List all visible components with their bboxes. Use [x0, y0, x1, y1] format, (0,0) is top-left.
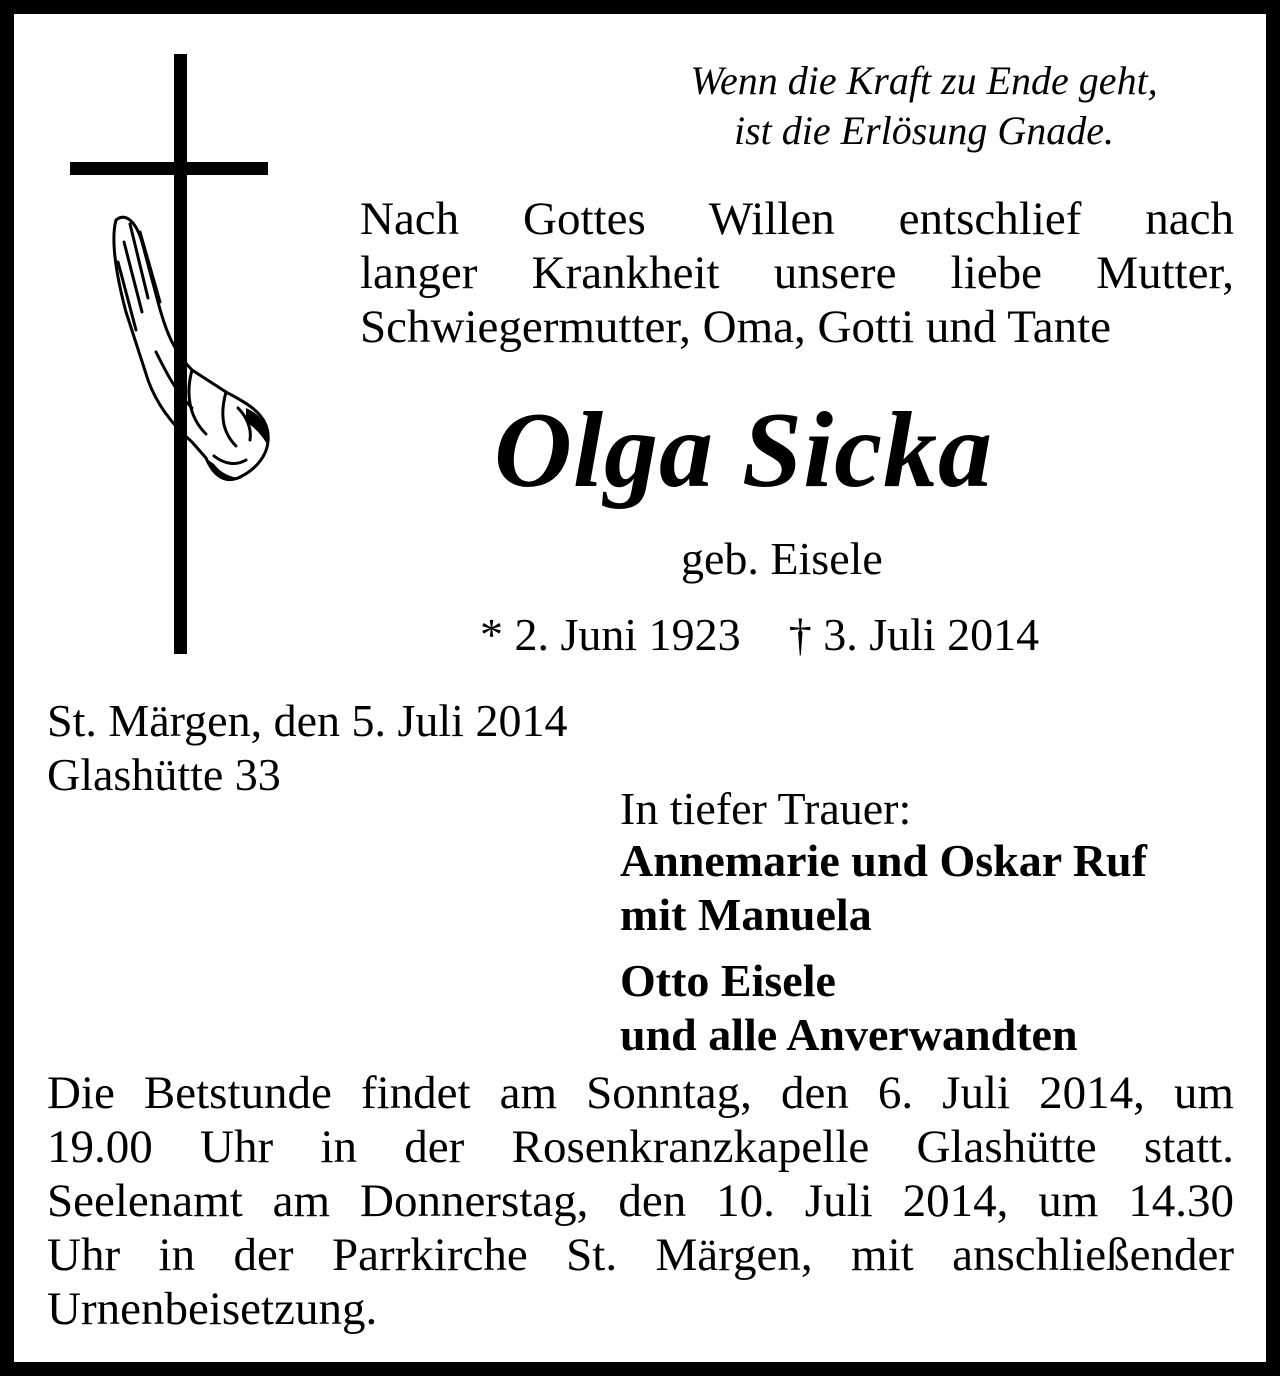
mourner-line: mit Manuela	[620, 889, 872, 940]
deceased-name: Olga Sicka	[494, 391, 994, 510]
service-notice	[47, 1066, 1234, 1336]
mourner-line: und alle Anverwandten	[620, 1009, 1078, 1060]
motto	[574, 56, 1274, 156]
notice-line: Uhr in der Parrkirche St. Märgen, mit anschließender	[47, 1229, 1234, 1281]
mourner-line: Annemarie und Oskar Ruf	[620, 835, 1147, 886]
motto-line: Wenn die Kraft zu Ende geht,	[690, 58, 1158, 103]
life-dates	[480, 608, 1039, 662]
motto-line: ist die Erlösung Gnade.	[734, 108, 1114, 153]
intro-line: Nach Gottes Willen entschlief nach	[360, 193, 1234, 245]
mourner-line: Otto Eisele	[620, 955, 836, 1006]
birth-name: geb. Eisele	[681, 533, 883, 584]
notice-line: Urnenbeisetzung.	[47, 1283, 378, 1335]
praying-hands-icon	[96, 202, 274, 492]
address: Glashütte 33	[47, 749, 281, 800]
notice-line: 19.00 Uhr in der Rosenkranzkapelle Glashütte statt.	[47, 1121, 1234, 1173]
place-date: St. Märgen, den 5. Juli 2014	[47, 695, 568, 746]
death-date: † 3. Juli 2014	[788, 609, 1040, 660]
mourners-heading: In tiefer Trauer:	[620, 783, 912, 834]
birth-date: * 2. Juni 1923	[480, 609, 741, 660]
notice-line: Die Betstunde findet am Sonntag, den 6. Juli 2014, um	[47, 1067, 1234, 1119]
cross-icon-beam	[70, 162, 268, 175]
intro-line: Schwiegermutter, Oma, Gotti und Tante	[360, 301, 1112, 353]
notice-line: Seelenamt am Donnerstag, den 10. Juli 2014, um 14.30	[47, 1175, 1234, 1227]
intro-line: langer Krankheit unsere liebe Mutter,	[360, 247, 1234, 299]
intro-text	[360, 192, 1234, 354]
